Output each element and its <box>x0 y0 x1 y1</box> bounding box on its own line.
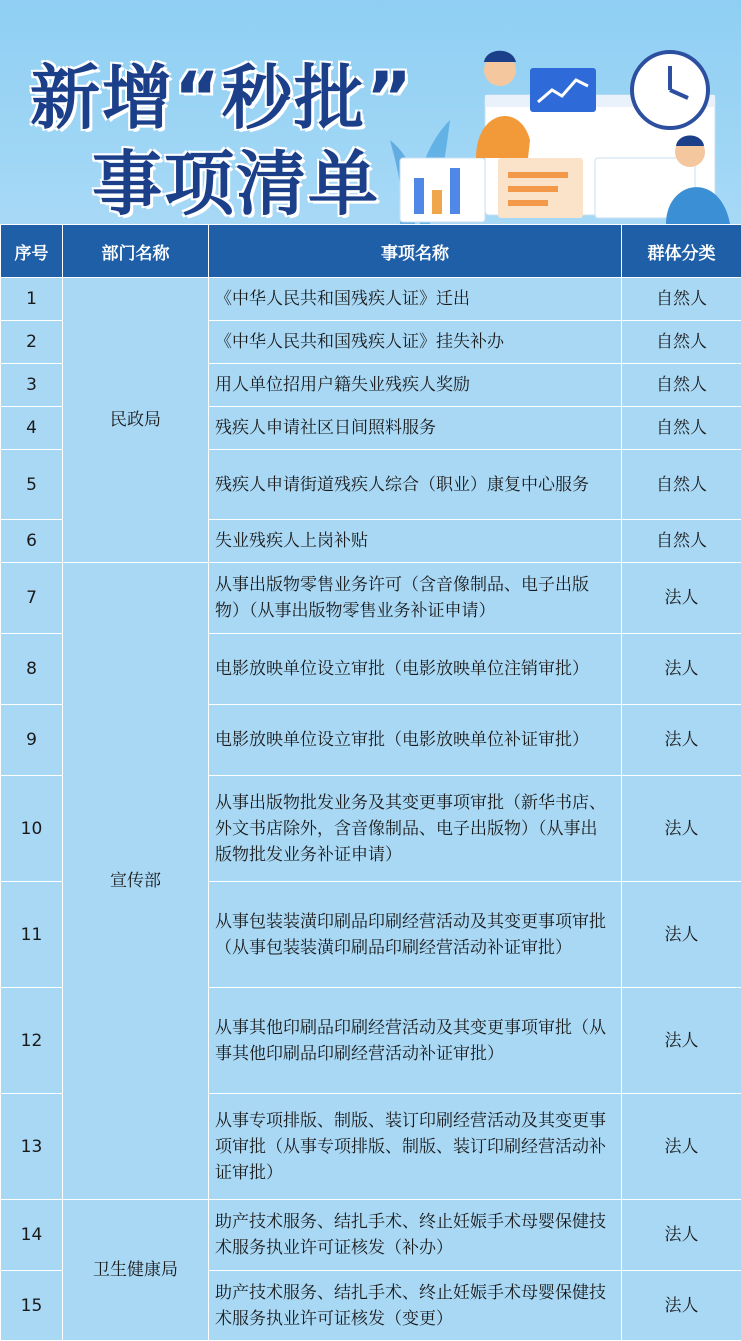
page-title-line1: 新增“秒批” <box>30 42 414 143</box>
clock-icon <box>632 52 708 128</box>
row-number: 5 <box>1 450 63 520</box>
department-cell: 民政局 <box>63 278 209 563</box>
group-cell: 自然人 <box>622 278 741 321</box>
row-number: 14 <box>1 1200 63 1271</box>
group-cell: 自然人 <box>622 364 741 407</box>
group-cell: 法人 <box>622 1200 741 1271</box>
row-number: 8 <box>1 634 63 705</box>
row-number: 9 <box>1 705 63 776</box>
item-name: 从事其他印刷品印刷经营活动及其变更事项审批（从事其他印刷品印刷经营活动补证审批） <box>209 988 622 1094</box>
office-illustration <box>390 40 741 224</box>
group-cell: 法人 <box>622 882 741 988</box>
item-name: 助产技术服务、结扎手术、终止妊娠手术母婴保健技术服务执业许可证核发（补办） <box>209 1200 622 1271</box>
table-row <box>1 1200 741 1271</box>
item-name: 从事出版物零售业务许可（含音像制品、电子出版物）（从事出版物零售业务补证申请） <box>209 563 622 634</box>
item-name: 从事包装装潢印刷品印刷经营活动及其变更事项审批（从事包装装潢印刷品印刷经营活动补证审批） <box>209 882 622 988</box>
group-cell: 法人 <box>622 1094 741 1200</box>
item-name: 《中华人民共和国残疾人证》迁出 <box>209 278 622 321</box>
group-cell: 法人 <box>622 1271 741 1341</box>
group-cell: 法人 <box>622 988 741 1094</box>
item-name: 助产技术服务、结扎手术、终止妊娠手术母婴保健技术服务执业许可证核发（变更） <box>209 1271 622 1341</box>
page-title-line2: 事项清单 <box>92 128 380 224</box>
chart-screen-icon <box>530 68 596 112</box>
row-number: 11 <box>1 882 63 988</box>
table-header-row <box>1 225 741 278</box>
item-name: 电影放映单位设立审批（电影放映单位补证审批） <box>209 705 622 776</box>
row-number: 10 <box>1 776 63 882</box>
col-header-group: 群体分类 <box>622 225 741 278</box>
col-header-no: 序号 <box>1 225 63 278</box>
item-name: 《中华人民共和国残疾人证》挂失补办 <box>209 321 622 364</box>
row-number: 6 <box>1 520 63 563</box>
item-name: 残疾人申请社区日间照料服务 <box>209 407 622 450</box>
group-cell: 法人 <box>622 634 741 705</box>
group-cell: 自然人 <box>622 450 741 520</box>
item-name: 从事专项排版、制版、装订印刷经营活动及其变更事项审批（从事专项排版、制版、装订印刷经营活动补证审批） <box>209 1094 622 1200</box>
group-cell: 法人 <box>622 776 741 882</box>
col-header-item: 事项名称 <box>209 225 622 278</box>
item-name: 用人单位招用户籍失业残疾人奖励 <box>209 364 622 407</box>
row-number: 7 <box>1 563 63 634</box>
banner <box>0 0 741 224</box>
col-header-department: 部门名称 <box>63 225 209 278</box>
row-number: 2 <box>1 321 63 364</box>
item-name: 从事出版物批发业务及其变更事项审批（新华书店、外文书店除外，含音像制品、电子出版物）（从事出版物批发业务补证申请） <box>209 776 622 882</box>
row-number: 12 <box>1 988 63 1094</box>
row-number: 15 <box>1 1271 63 1341</box>
department-cell: 宣传部 <box>63 563 209 1200</box>
group-cell: 法人 <box>622 705 741 776</box>
row-number: 4 <box>1 407 63 450</box>
department-cell: 卫生健康局 <box>63 1200 209 1341</box>
group-cell: 法人 <box>622 563 741 634</box>
group-cell: 自然人 <box>622 520 741 563</box>
group-cell: 自然人 <box>622 407 741 450</box>
item-name: 电影放映单位设立审批（电影放映单位注销审批） <box>209 634 622 705</box>
row-number: 1 <box>1 278 63 321</box>
table-row <box>1 278 741 321</box>
row-number: 3 <box>1 364 63 407</box>
table-row <box>1 563 741 634</box>
item-name: 残疾人申请街道残疾人综合（职业）康复中心服务 <box>209 450 622 520</box>
row-number: 13 <box>1 1094 63 1200</box>
item-table <box>0 224 741 1341</box>
group-cell: 自然人 <box>622 321 741 364</box>
item-name: 失业残疾人上岗补贴 <box>209 520 622 563</box>
